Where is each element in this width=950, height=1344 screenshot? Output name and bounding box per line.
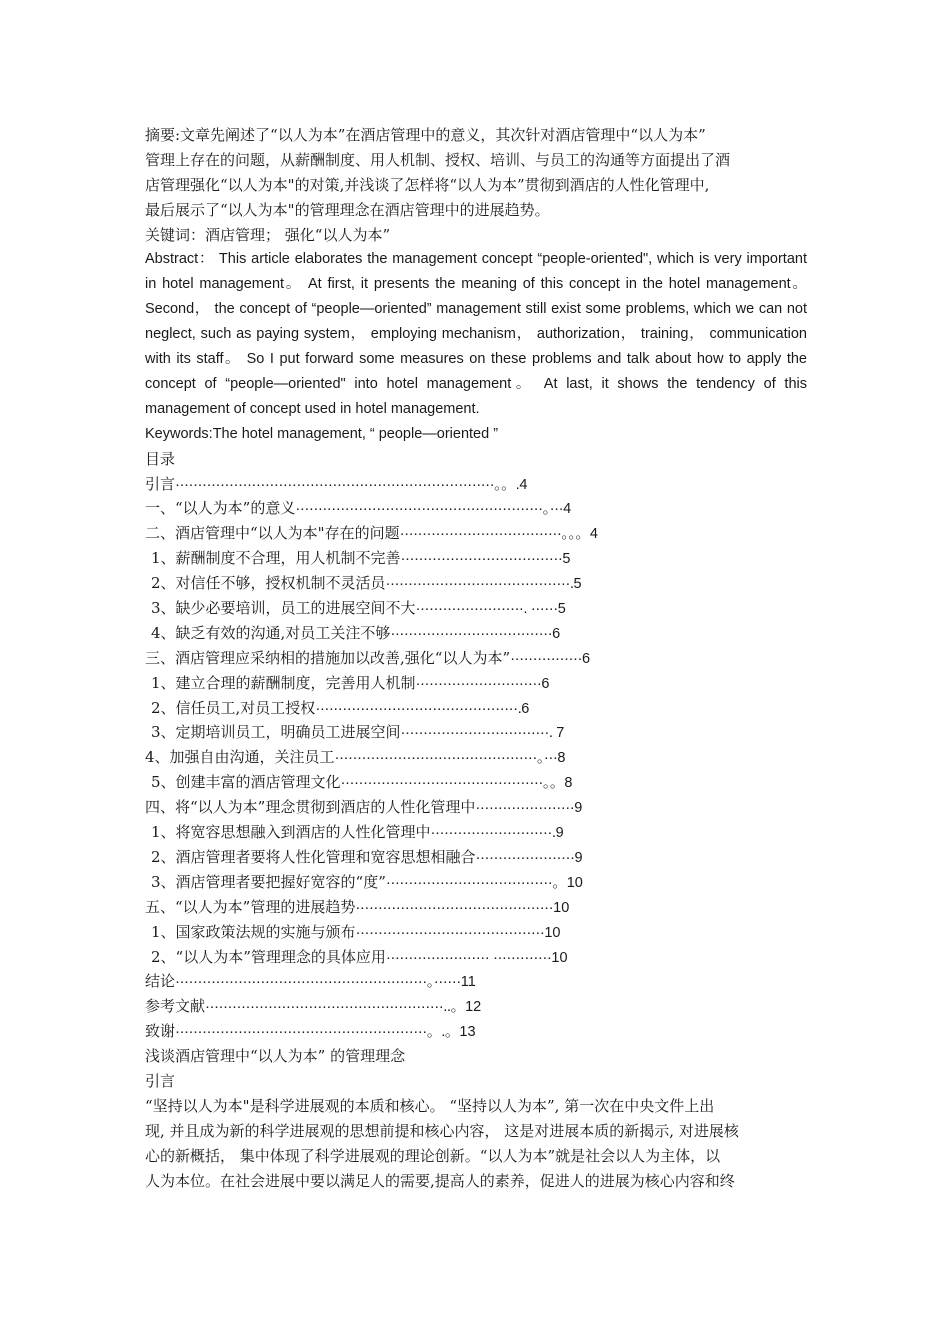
toc-entry-leader: ························································。······	[175, 973, 461, 991]
toc-entry-label: 1、薪酬制度不合理，用人机制不完善	[151, 549, 401, 568]
toc-entry-page-number: 13	[459, 1024, 476, 1041]
toc-entry[interactable]	[145, 596, 807, 621]
toc-entry-leader: ·································.	[400, 724, 557, 742]
toc-entry-label: 引言	[145, 474, 176, 493]
toc-entry-leader: ················	[510, 649, 583, 667]
toc-entry[interactable]	[145, 745, 807, 770]
toc-entry[interactable]	[145, 870, 807, 895]
toc-entry-label: 3、酒店管理者要把握好宽容的“度”	[151, 872, 386, 891]
toc-entry[interactable]	[145, 646, 807, 671]
toc-entry-page-number: 4	[589, 526, 598, 543]
toc-entry[interactable]	[145, 546, 807, 571]
toc-entry-page-number: 9	[574, 800, 583, 817]
toc-entry-leader: ·············································。···	[334, 749, 558, 767]
toc-entry-label: 致谢	[145, 1022, 176, 1041]
toc-entry-page-number: 11	[460, 974, 476, 991]
toc-entry-label: 三、酒店管理应采纳相的措施加以改善,强化“以人为本”	[145, 648, 511, 667]
abstract-english	[145, 247, 807, 446]
toc-entry[interactable]	[145, 1019, 807, 1044]
toc-entry[interactable]	[145, 994, 807, 1019]
toc-entry-leader: ························································。.。	[175, 1023, 460, 1041]
body-section	[145, 1044, 807, 1193]
toc-entry-label: 3、缺少必要培训，员工的进展空间不大	[151, 599, 416, 618]
toc-entry-leader: ···························.	[430, 824, 556, 842]
toc-entry-page-number: 5	[557, 601, 566, 618]
abstract-cn-line: 管理上存在的问题，从薪酬制度、用人机制、授权、培训、与员工的沟通等方面提出了酒	[145, 150, 731, 169]
toc-entry[interactable]	[145, 845, 807, 870]
toc-entry[interactable]	[145, 770, 807, 795]
toc-entry[interactable]	[145, 571, 807, 596]
toc-title: 目录	[145, 449, 176, 468]
toc-entry[interactable]	[145, 720, 807, 745]
toc-entry[interactable]	[145, 895, 807, 920]
toc-entry-page-number: 10	[544, 924, 561, 941]
toc-entry[interactable]	[145, 621, 807, 646]
article-title: 浅谈酒店管理中“以人为本” 的管理理念	[145, 1047, 406, 1066]
toc-entry-page-number: 6	[582, 650, 591, 667]
keywords-english: Keywords:The hotel management, “ people—oriented ”	[145, 425, 499, 442]
toc-entry-leader: ····································	[400, 550, 563, 568]
toc-entry-label: 4、加强自由沟通，关注员工	[145, 748, 335, 767]
toc-entry-page-number: 6	[541, 675, 550, 692]
abstract-en-text: Abstract： This article elaborates the management concept “people-oriented", which is very important in hotel management。 At first, it presents the meaning of this concept in the hotel management。 Second， the concept of “people—oriented” management still exist some problems, which we can not neglect, such as paying system， employing mechanism， authorization， training， communication with its staff。 So I put forward some measures on these problems and talk about how to apply the concept of “people—oriented" into hotel management。 At last, it shows the tendency of this management of concept used in hotel management.	[145, 251, 807, 417]
body-paragraph-line: 现, 并且成为新的科学进展观的思想前提和核心内容， 这是对进展本质的新揭示, 对进展核	[145, 1121, 739, 1140]
body-paragraph-line: 人为本位。在社会进展中要以满足人的需要,提高人的素养，促进人的进展为核心内容和终	[145, 1171, 735, 1190]
toc-entry-page-number: 10	[553, 899, 570, 916]
toc-entry-leader: ····································	[390, 624, 553, 642]
toc-entry-label: 1、建立合理的薪酬制度，完善用人机制	[151, 673, 416, 692]
toc-entry[interactable]	[145, 521, 807, 546]
toc-entry-label: 一、“以人为本”的意义	[145, 499, 296, 518]
toc-entry-page-number: 9	[555, 825, 564, 842]
keywords-chinese: 关键词：酒店管理； 强化“以人为本”	[145, 225, 391, 244]
toc-entry-label: 2、酒店管理者要将人性化管理和宽容思想相融合	[151, 847, 476, 866]
toc-entry-page-number: 9	[574, 849, 583, 866]
abstract-chinese	[145, 123, 807, 247]
toc-entry-page-number: 8	[564, 775, 573, 792]
toc-entry-label: 5、创建丰富的酒店管理文化	[151, 773, 341, 792]
toc-entry-leader: ······················· ·············	[385, 948, 552, 966]
toc-entry-page-number: 4	[519, 476, 528, 493]
toc-entry-leader: ·········································.	[385, 575, 574, 593]
toc-entry-page-number: 8	[557, 750, 566, 767]
toc-entry-page-number: 5	[573, 576, 582, 593]
toc-entry-label: 1、国家政策法规的实施与颁布	[151, 922, 356, 941]
abstract-cn-line: 摘要:文章先阐述了“以人为本”在酒店管理中的意义，其次针对酒店管理中“以人为本”	[145, 126, 706, 144]
toc-entry-leader: ····································。。。	[399, 525, 590, 543]
toc-entry-page-number: 4	[563, 501, 572, 518]
toc-entry[interactable]	[145, 795, 807, 820]
toc-entry-leader: ····························	[415, 674, 542, 692]
toc-entry[interactable]	[145, 496, 807, 521]
toc-entry-label: 五、“以人为本”管理的进展趋势	[145, 897, 356, 916]
body-paragraph-line: “坚持以人为本"是科学进展观的本质和核心。 “坚持以人为本”, 第一次在中央文件上出	[145, 1096, 715, 1115]
toc-entry-leader: ··········································	[355, 923, 545, 941]
toc-entry-label: 2、对信任不够，授权机制不灵活员	[151, 574, 386, 593]
abstract-cn-line: 最后展示了“以人为本"的管理理念在酒店管理中的进展趋势。	[145, 200, 550, 219]
toc-entry-label: 参考文献	[145, 997, 206, 1016]
toc-entry-label: 2、信任员工,对员工授权	[151, 698, 316, 717]
abstract-cn-line: 店管理强化“以人为本"的对策,并浅谈了怎样将“以人为本”贯彻到酒店的人性化管理中,	[145, 175, 710, 194]
table-of-contents	[145, 447, 807, 1044]
toc-entry[interactable]	[145, 671, 807, 696]
document-page	[145, 123, 807, 1193]
toc-entry[interactable]	[145, 945, 807, 970]
toc-entry[interactable]	[145, 969, 807, 994]
toc-entry[interactable]	[145, 472, 807, 497]
toc-entry-leader: ·······································································。。.	[175, 475, 520, 493]
toc-entry-leader: ·····································。	[385, 873, 567, 891]
toc-entry-leader: ······················	[475, 848, 575, 866]
toc-list	[145, 472, 807, 1044]
toc-entry-leader: ·············································。。	[340, 774, 565, 792]
toc-entry-label: 1、将宽容思想融入到酒店的人性化管理中	[151, 823, 431, 842]
toc-entry-leader: ············································	[355, 898, 554, 916]
toc-entry-label: 二、酒店管理中“以人为本"存在的问题	[145, 524, 400, 543]
toc-entry-leader: ·······················································。···	[295, 500, 564, 518]
toc-entry-label: 4、缺乏有效的沟通,对员工关注不够	[151, 623, 391, 642]
toc-entry-label: 四、将“以人为本”理念贯彻到酒店的人性化管理中	[145, 798, 476, 817]
toc-entry-page-number: 10	[551, 949, 568, 966]
toc-entry-page-number: 12	[465, 999, 482, 1016]
toc-entry-page-number: 6	[521, 700, 530, 717]
toc-entry-label: 3、定期培训员工，明确员工进展空间	[151, 723, 401, 742]
toc-entry-label: 2、“以人为本”管理理念的具体应用	[151, 947, 386, 966]
toc-entry-page-number: 10	[566, 874, 583, 891]
toc-entry[interactable]	[145, 696, 807, 721]
toc-entry-leader: ························. ······	[415, 600, 558, 618]
toc-entry-leader: ·············································.	[315, 699, 522, 717]
toc-entry-page-number: 7	[556, 725, 565, 742]
toc-entry-page-number: 5	[562, 551, 571, 568]
section-heading-introduction: 引言	[145, 1071, 176, 1090]
toc-entry-leader: ······················	[475, 799, 575, 817]
body-paragraph-line: 心的新概括， 集中体现了科学进展观的理论创新。“以人为本”就是社会以人为主体，以	[145, 1146, 721, 1165]
toc-entry-leader: ·····················································..。	[205, 998, 466, 1016]
toc-entry-label: 结论	[145, 972, 176, 991]
toc-entry[interactable]	[145, 820, 807, 845]
toc-entry-page-number: 6	[552, 625, 561, 642]
toc-entry[interactable]	[145, 920, 807, 945]
